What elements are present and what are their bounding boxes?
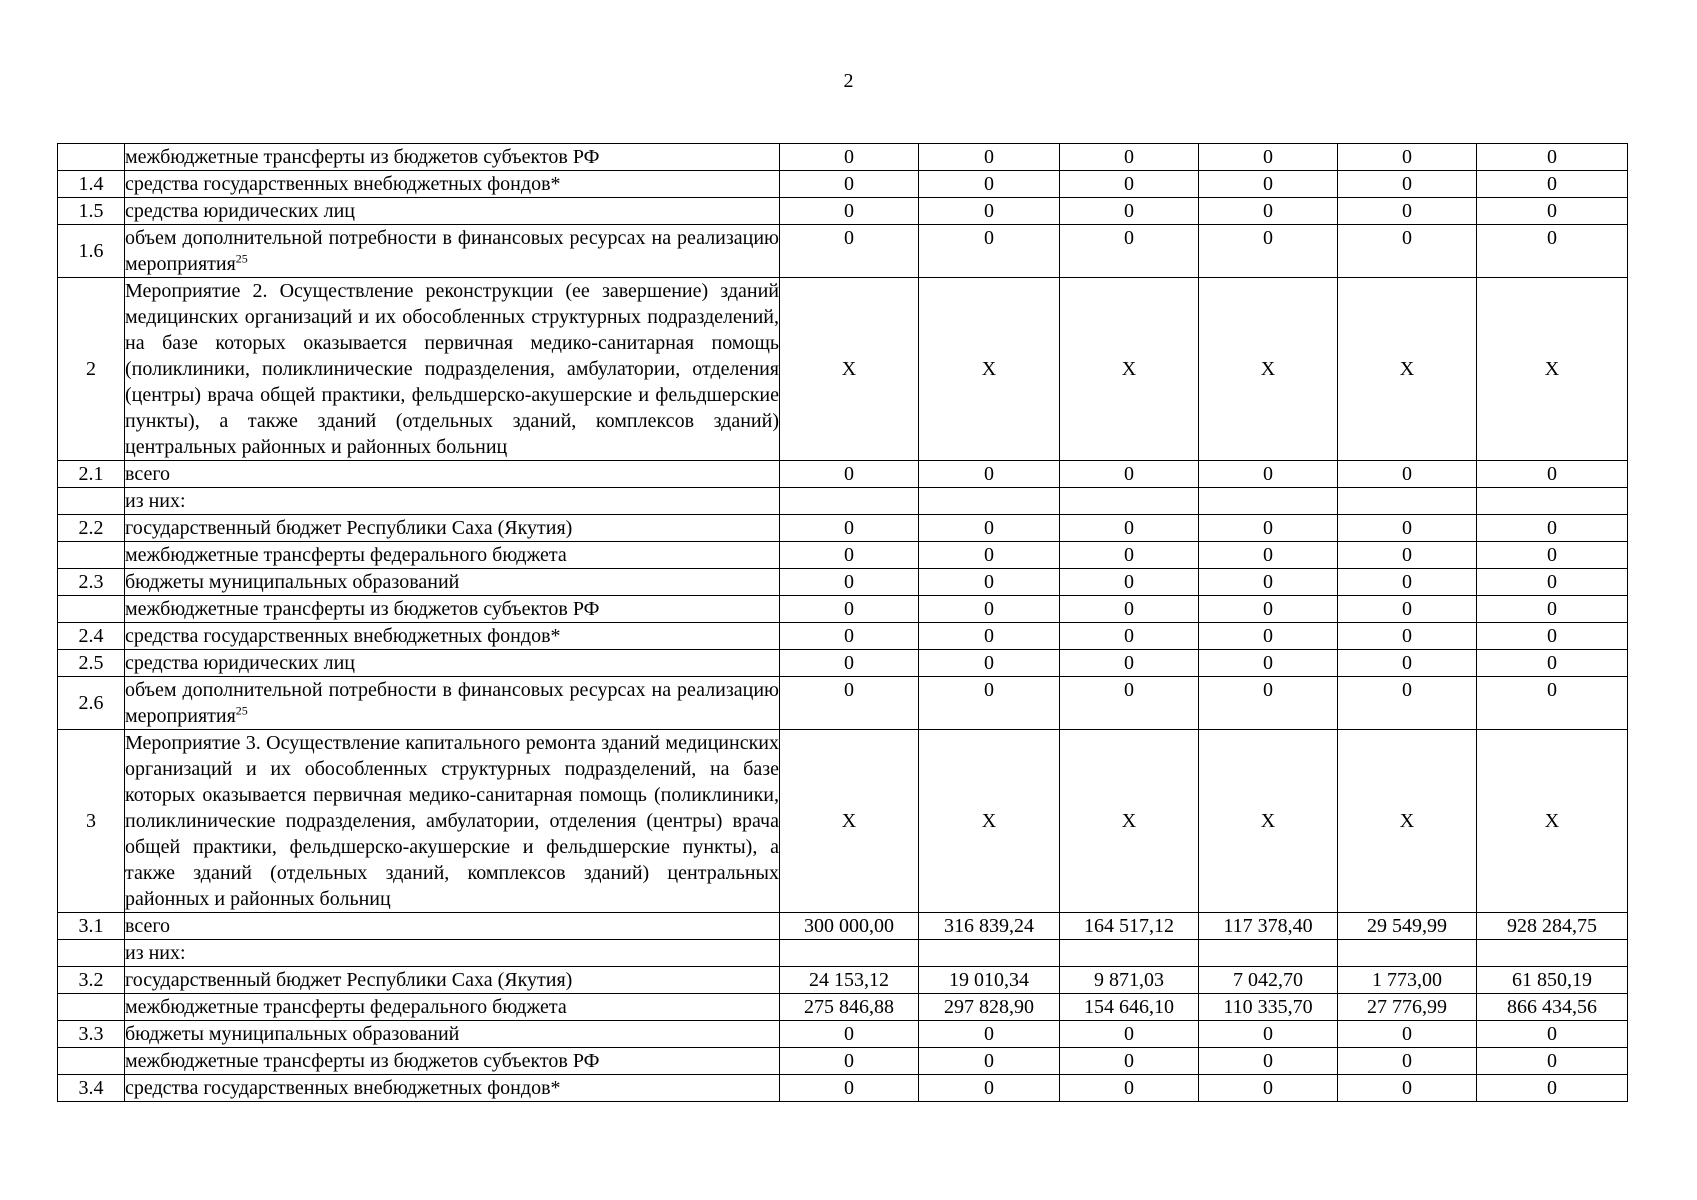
- row-description: [125, 1021, 780, 1048]
- value-cell: 0: [1338, 596, 1477, 623]
- value-cell: 7 042,70: [1199, 967, 1338, 994]
- value-cell: 0: [1199, 144, 1338, 171]
- row-description-text: из них:: [125, 490, 186, 512]
- table-row: [58, 144, 1628, 171]
- table-row: [58, 198, 1628, 225]
- value-cell: 0: [1477, 171, 1628, 198]
- value-cell: X: [1477, 730, 1628, 913]
- value-cell: [1338, 488, 1477, 515]
- value-cell: 0: [1199, 171, 1338, 198]
- value-cell: 0: [1338, 677, 1477, 730]
- value-cell: 0: [1338, 515, 1477, 542]
- value-cell: 0: [780, 144, 919, 171]
- row-description-text: средства государственных внебюджетных фондов*: [125, 1077, 561, 1099]
- value-cell: 0: [919, 677, 1060, 730]
- row-number: 1.5: [58, 198, 125, 225]
- value-cell: X: [1338, 730, 1477, 913]
- row-description: [125, 940, 780, 967]
- table-row: [58, 596, 1628, 623]
- value-cell: 0: [780, 225, 919, 278]
- value-cell: 19 010,34: [919, 967, 1060, 994]
- row-description-text: государственный бюджет Республики Саха (Якутия): [125, 969, 573, 991]
- value-cell: 0: [1338, 461, 1477, 488]
- value-cell: 0: [1060, 596, 1199, 623]
- row-description-text: межбюджетные трансферты из бюджетов субъектов РФ: [125, 1050, 600, 1072]
- value-cell: 0: [1060, 461, 1199, 488]
- value-cell: 300 000,00: [780, 913, 919, 940]
- value-cell: 0: [1199, 461, 1338, 488]
- value-cell: X: [1477, 278, 1628, 461]
- value-cell: 154 646,10: [1060, 994, 1199, 1021]
- table-row: [58, 730, 1628, 913]
- value-cell: [1199, 940, 1338, 967]
- value-cell: 0: [919, 461, 1060, 488]
- row-number: 2.4: [58, 623, 125, 650]
- row-number: 3.4: [58, 1075, 125, 1102]
- row-description-text: бюджеты муниципальных образований: [125, 571, 460, 593]
- value-cell: 0: [919, 515, 1060, 542]
- value-cell: [1199, 488, 1338, 515]
- value-cell: 0: [1477, 1021, 1628, 1048]
- value-cell: 0: [1060, 1048, 1199, 1075]
- row-number: 3.2: [58, 967, 125, 994]
- row-description: [125, 488, 780, 515]
- row-description: [125, 461, 780, 488]
- row-number: 2.1: [58, 461, 125, 488]
- value-cell: 0: [1477, 623, 1628, 650]
- value-cell: 0: [780, 1048, 919, 1075]
- value-cell: 0: [919, 596, 1060, 623]
- value-cell: 164 517,12: [1060, 913, 1199, 940]
- value-cell: 0: [1477, 515, 1628, 542]
- value-cell: 0: [1060, 225, 1199, 278]
- value-cell: 0: [919, 623, 1060, 650]
- row-description-text: средства юридических лиц: [125, 652, 355, 674]
- value-cell: X: [780, 730, 919, 913]
- value-cell: 0: [780, 650, 919, 677]
- table-body: [58, 144, 1628, 1102]
- value-cell: [1060, 488, 1199, 515]
- value-cell: [1060, 940, 1199, 967]
- value-cell: 0: [1199, 198, 1338, 225]
- value-cell: 0: [1338, 198, 1477, 225]
- value-cell: 27 776,99: [1338, 994, 1477, 1021]
- value-cell: X: [919, 278, 1060, 461]
- value-cell: 0: [1338, 542, 1477, 569]
- value-cell: 0: [780, 596, 919, 623]
- row-description: [125, 677, 780, 730]
- value-cell: 0: [1477, 542, 1628, 569]
- value-cell: 0: [1477, 1075, 1628, 1102]
- row-description-text: объем дополнительной потребности в финансовых ресурсах на реализацию мероприятия: [125, 679, 779, 727]
- value-cell: 0: [780, 515, 919, 542]
- table-row: [58, 515, 1628, 542]
- row-description-text: из них:: [125, 942, 186, 964]
- row-description: [125, 569, 780, 596]
- row-number: [58, 940, 125, 967]
- table-row: [58, 1075, 1628, 1102]
- row-number: [58, 596, 125, 623]
- table-row: [58, 650, 1628, 677]
- value-cell: 0: [1199, 569, 1338, 596]
- table-row: [58, 171, 1628, 198]
- row-number: [58, 1048, 125, 1075]
- value-cell: 0: [1199, 1075, 1338, 1102]
- value-cell: 0: [919, 144, 1060, 171]
- value-cell: 0: [1060, 623, 1199, 650]
- footnote-ref: 25: [235, 251, 248, 266]
- value-cell: 0: [1199, 596, 1338, 623]
- value-cell: X: [1060, 730, 1199, 913]
- value-cell: X: [1338, 278, 1477, 461]
- value-cell: 0: [1477, 198, 1628, 225]
- row-number: 2: [58, 278, 125, 461]
- value-cell: [780, 940, 919, 967]
- value-cell: 928 284,75: [1477, 913, 1628, 940]
- row-description: [125, 1075, 780, 1102]
- value-cell: 0: [1338, 650, 1477, 677]
- value-cell: 0: [1338, 1021, 1477, 1048]
- page-number: 2: [843, 70, 854, 92]
- row-description: [125, 1048, 780, 1075]
- row-number: [58, 994, 125, 1021]
- value-cell: 0: [1199, 1048, 1338, 1075]
- value-cell: 0: [780, 1075, 919, 1102]
- row-description: [125, 542, 780, 569]
- table-row: [58, 1048, 1628, 1075]
- value-cell: 0: [780, 542, 919, 569]
- value-cell: 0: [1060, 515, 1199, 542]
- row-description: [125, 730, 780, 913]
- row-number: 3: [58, 730, 125, 913]
- value-cell: 29 549,99: [1338, 913, 1477, 940]
- value-cell: 0: [919, 225, 1060, 278]
- table-row: [58, 569, 1628, 596]
- value-cell: 866 434,56: [1477, 994, 1628, 1021]
- value-cell: [780, 488, 919, 515]
- value-cell: 0: [1060, 1021, 1199, 1048]
- row-description: [125, 515, 780, 542]
- value-cell: 0: [1199, 650, 1338, 677]
- value-cell: 0: [1477, 461, 1628, 488]
- table-row: [58, 623, 1628, 650]
- value-cell: 0: [1199, 542, 1338, 569]
- value-cell: 0: [1199, 623, 1338, 650]
- row-number: 2.2: [58, 515, 125, 542]
- value-cell: 0: [919, 198, 1060, 225]
- value-cell: 0: [919, 1075, 1060, 1102]
- value-cell: 0: [1060, 171, 1199, 198]
- value-cell: 0: [1477, 225, 1628, 278]
- table-row: [58, 677, 1628, 730]
- table-row: [58, 1021, 1628, 1048]
- value-cell: 0: [1199, 225, 1338, 278]
- row-description: [125, 225, 780, 278]
- value-cell: 0: [1060, 569, 1199, 596]
- value-cell: 0: [780, 171, 919, 198]
- table-row: [58, 913, 1628, 940]
- row-description-text: Мероприятие 3. Осуществление капитального ремонта зданий медицинских организаций и их обособленных структурных подразделений, на базе которых оказывается первичная медико-санитарная помощь (поликлиники, поликлинические подразделения, амбулатории, отделения (центры) врача общей практики, фельдшерско-акушерские и фельдшерские пункты), а также зданий (отдельных зданий, комплексов зданий) центральных районных и районных больниц: [125, 732, 779, 910]
- value-cell: X: [780, 278, 919, 461]
- row-description: [125, 198, 780, 225]
- row-number: [58, 542, 125, 569]
- row-description: [125, 994, 780, 1021]
- value-cell: 0: [1477, 1048, 1628, 1075]
- value-cell: 0: [1338, 569, 1477, 596]
- value-cell: 0: [1338, 171, 1477, 198]
- value-cell: 0: [1060, 650, 1199, 677]
- value-cell: 0: [1477, 677, 1628, 730]
- value-cell: X: [1060, 278, 1199, 461]
- row-description-text: средства государственных внебюджетных фондов*: [125, 625, 561, 647]
- value-cell: 0: [919, 650, 1060, 677]
- row-description: [125, 967, 780, 994]
- value-cell: 0: [919, 1048, 1060, 1075]
- value-cell: 0: [780, 623, 919, 650]
- row-description: [125, 596, 780, 623]
- row-description: [125, 650, 780, 677]
- value-cell: 1 773,00: [1338, 967, 1477, 994]
- row-description-text: всего: [125, 463, 171, 485]
- value-cell: 0: [1199, 1021, 1338, 1048]
- value-cell: 0: [1338, 623, 1477, 650]
- row-description-text: объем дополнительной потребности в финансовых ресурсах на реализацию мероприятия: [125, 227, 779, 275]
- row-number: [58, 144, 125, 171]
- row-number: 1.4: [58, 171, 125, 198]
- value-cell: 61 850,19: [1477, 967, 1628, 994]
- value-cell: 0: [919, 171, 1060, 198]
- row-number: 3.1: [58, 913, 125, 940]
- value-cell: 0: [780, 677, 919, 730]
- value-cell: X: [1199, 278, 1338, 461]
- row-description: [125, 623, 780, 650]
- row-number: [58, 488, 125, 515]
- table-row: [58, 225, 1628, 278]
- table-row: [58, 542, 1628, 569]
- value-cell: X: [919, 730, 1060, 913]
- row-description-text: Мероприятие 2. Осуществление реконструкции (ее завершение) зданий медицинских организаций и их обособленных структурных подразделений, на базе которых оказывается первичная медико-санитарная помощь (поликлиники, поликлинические подразделения, амбулатории, отделения (центры) врача общей практики, фельдшерско-акушерские и фельдшерские пункты), а также зданий (отдельных зданий, комплексов зданий) центральных районных и районных больниц: [125, 280, 779, 458]
- value-cell: 0: [780, 1021, 919, 1048]
- value-cell: 275 846,88: [780, 994, 919, 1021]
- row-description-text: межбюджетные трансферты федерального бюджета: [125, 544, 567, 566]
- value-cell: 117 378,40: [1199, 913, 1338, 940]
- value-cell: 0: [1477, 144, 1628, 171]
- row-description-text: средства государственных внебюджетных фондов*: [125, 173, 561, 195]
- value-cell: 297 828,90: [919, 994, 1060, 1021]
- row-number: 2.6: [58, 677, 125, 730]
- value-cell: 0: [1477, 569, 1628, 596]
- value-cell: 0: [780, 461, 919, 488]
- value-cell: 0: [919, 569, 1060, 596]
- value-cell: 316 839,24: [919, 913, 1060, 940]
- row-number: 1.6: [58, 225, 125, 278]
- table-row: [58, 940, 1628, 967]
- value-cell: 0: [1060, 198, 1199, 225]
- table-row: [58, 967, 1628, 994]
- row-description-text: межбюджетные трансферты федерального бюджета: [125, 996, 567, 1018]
- value-cell: 0: [1338, 1075, 1477, 1102]
- value-cell: 0: [780, 569, 919, 596]
- table-row: [58, 278, 1628, 461]
- value-cell: 9 871,03: [1060, 967, 1199, 994]
- table-row: [58, 488, 1628, 515]
- row-number: 2.3: [58, 569, 125, 596]
- row-description: [125, 278, 780, 461]
- row-description: [125, 913, 780, 940]
- row-number: 2.5: [58, 650, 125, 677]
- value-cell: 24 153,12: [780, 967, 919, 994]
- row-description-text: бюджеты муниципальных образований: [125, 1023, 460, 1045]
- row-description-text: межбюджетные трансферты из бюджетов субъектов РФ: [125, 598, 600, 620]
- value-cell: [919, 488, 1060, 515]
- value-cell: [919, 940, 1060, 967]
- value-cell: 0: [1477, 596, 1628, 623]
- row-description: [125, 144, 780, 171]
- value-cell: 0: [1060, 542, 1199, 569]
- value-cell: 0: [780, 198, 919, 225]
- value-cell: 110 335,70: [1199, 994, 1338, 1021]
- value-cell: 0: [1338, 225, 1477, 278]
- value-cell: 0: [1060, 1075, 1199, 1102]
- value-cell: 0: [1060, 677, 1199, 730]
- value-cell: [1477, 488, 1628, 515]
- value-cell: X: [1199, 730, 1338, 913]
- value-cell: 0: [1338, 1048, 1477, 1075]
- value-cell: 0: [1199, 677, 1338, 730]
- value-cell: [1338, 940, 1477, 967]
- row-description-text: средства юридических лиц: [125, 200, 355, 222]
- row-description-text: государственный бюджет Республики Саха (Якутия): [125, 517, 573, 539]
- table-row: [58, 461, 1628, 488]
- footnote-ref: 25: [235, 703, 248, 718]
- value-cell: 0: [919, 542, 1060, 569]
- value-cell: 0: [1477, 650, 1628, 677]
- value-cell: [1477, 940, 1628, 967]
- row-description: [125, 171, 780, 198]
- row-description-text: всего: [125, 915, 171, 937]
- row-number: 3.3: [58, 1021, 125, 1048]
- value-cell: 0: [919, 1021, 1060, 1048]
- financing-table: [57, 143, 1628, 1102]
- value-cell: 0: [1060, 144, 1199, 171]
- value-cell: 0: [1338, 144, 1477, 171]
- table-row: [58, 994, 1628, 1021]
- value-cell: 0: [1199, 515, 1338, 542]
- row-description-text: межбюджетные трансферты из бюджетов субъектов РФ: [125, 146, 600, 168]
